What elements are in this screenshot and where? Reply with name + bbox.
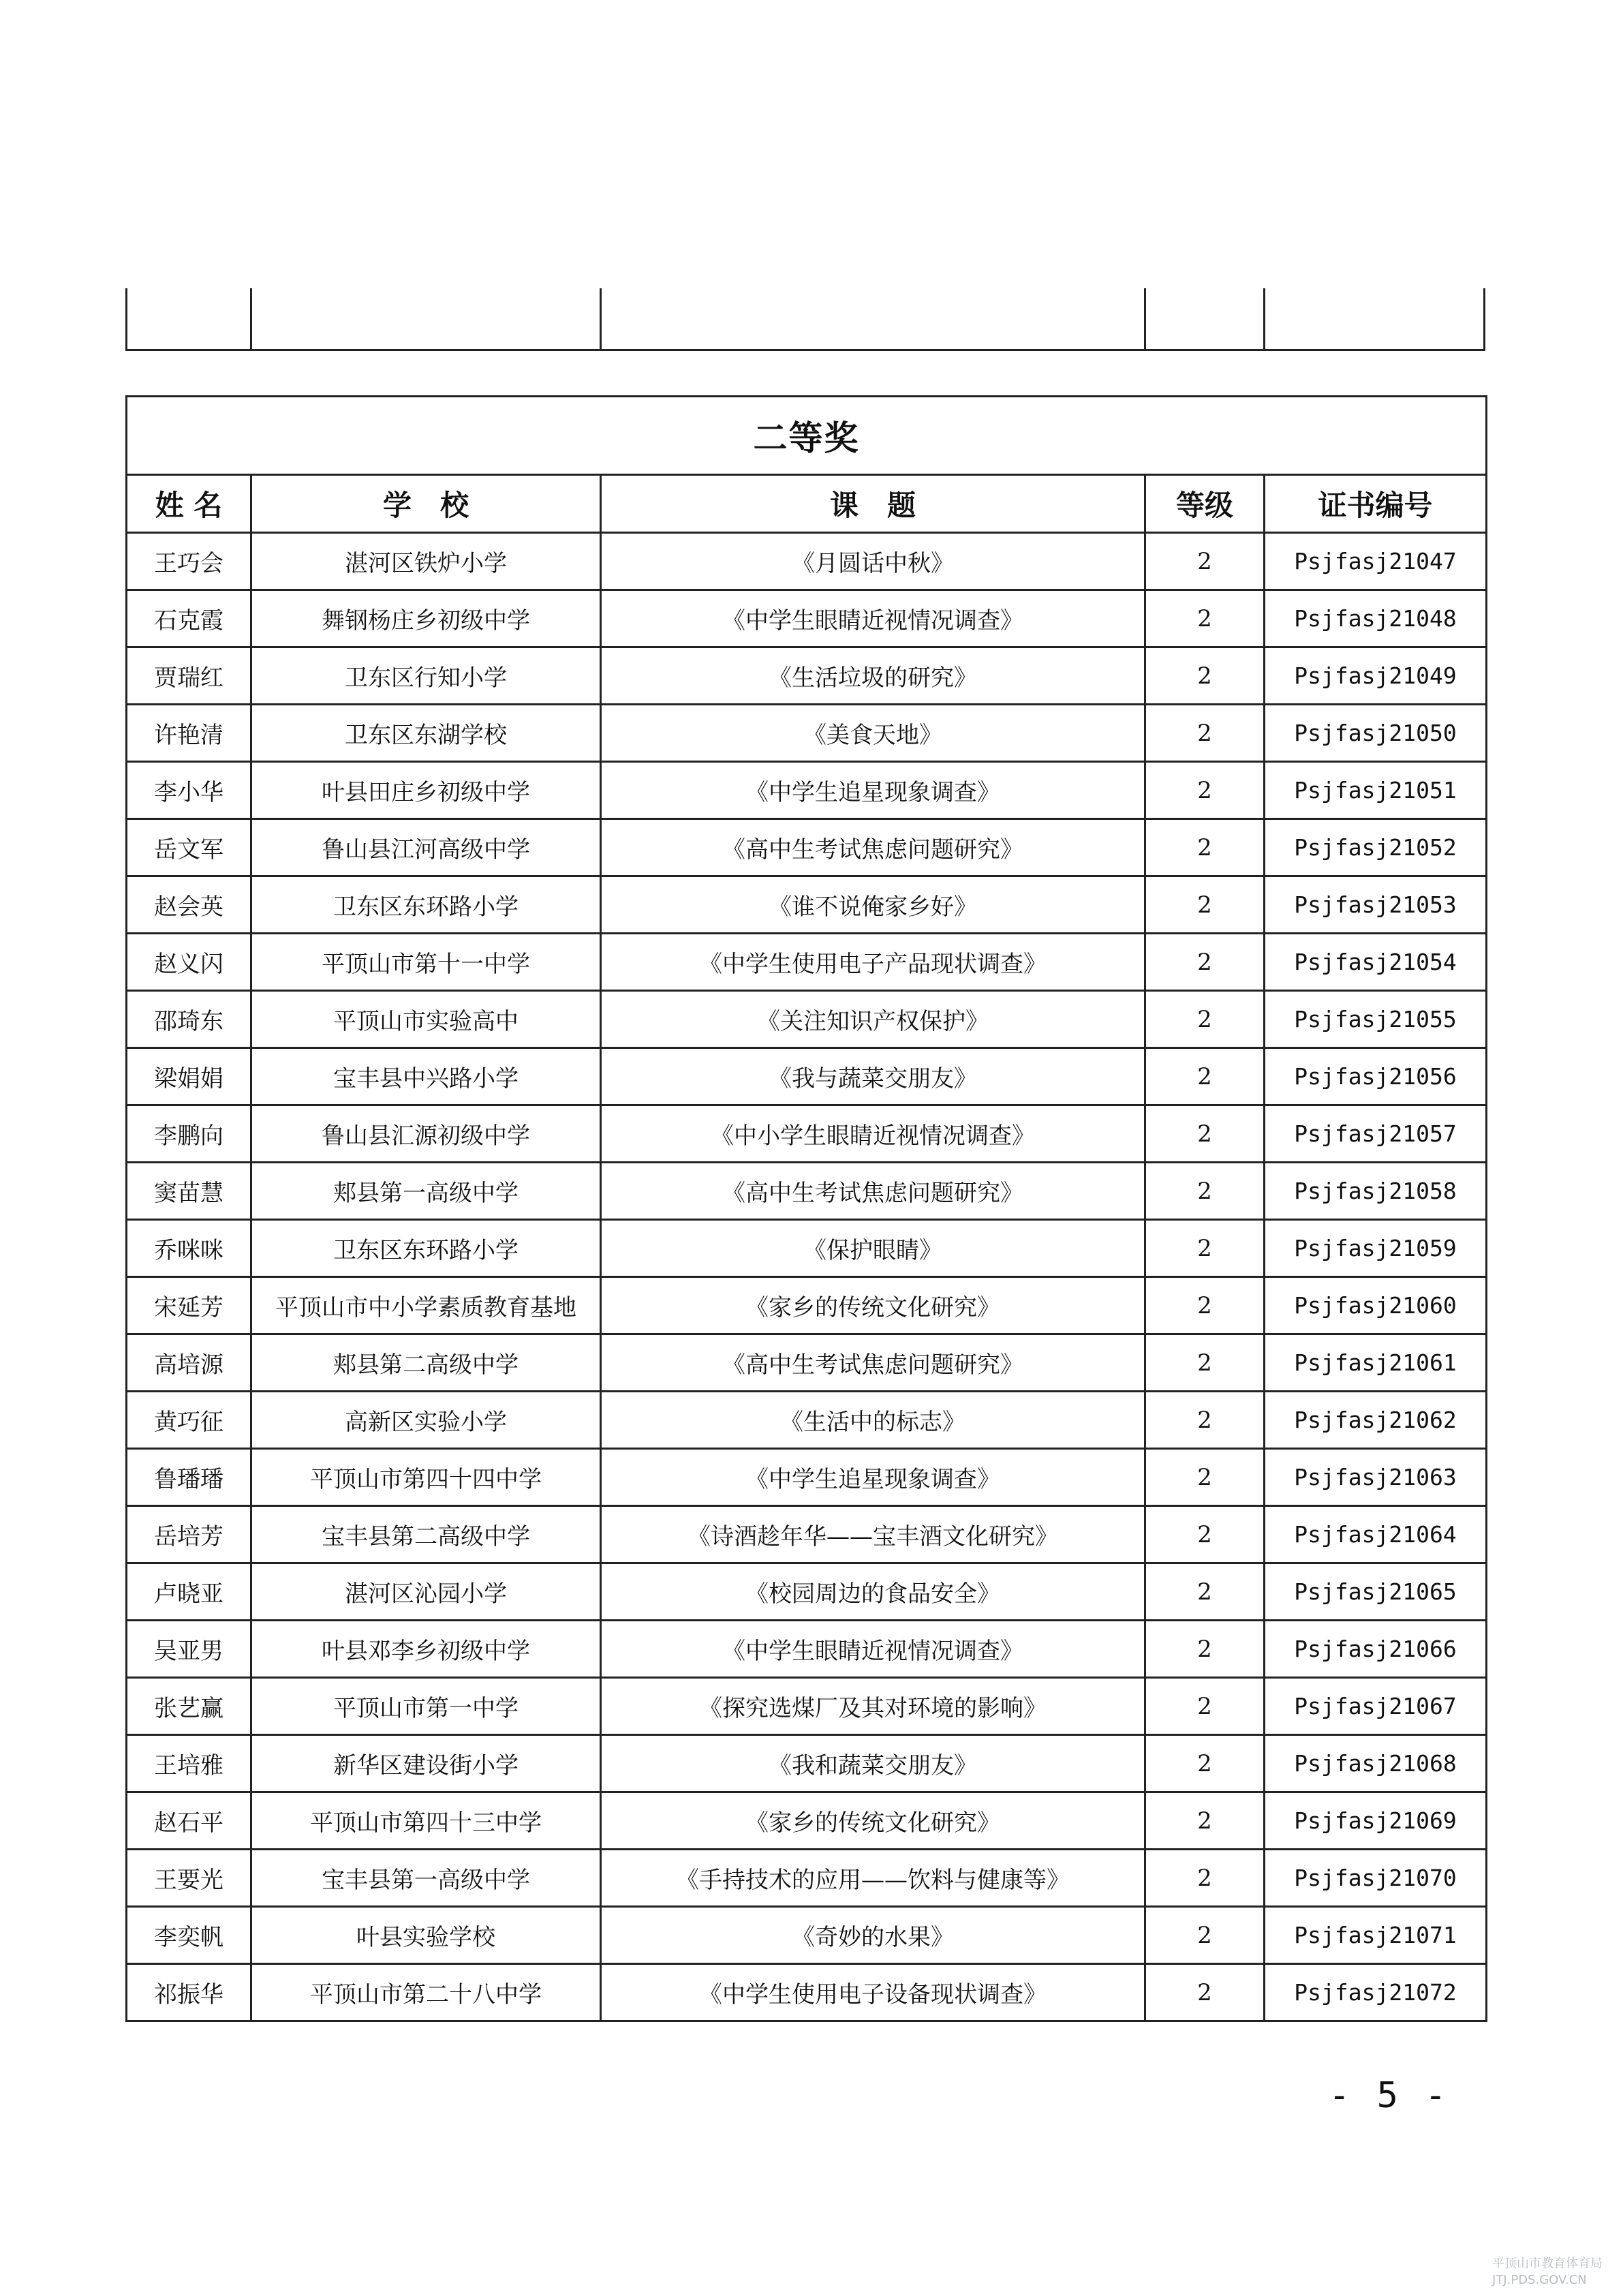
cell-grade: 2 [1145,1334,1265,1392]
cell-school: 宝丰县第一高级中学 [251,1850,601,1907]
table-row [127,1563,1487,1621]
cell-school: 卫东区东环路小学 [251,1220,601,1277]
cell-grade: 2 [1145,1277,1265,1334]
cell-topic: 《我与蔬菜交朋友》 [601,1048,1145,1105]
watermark-url: JTJ.PDS.GOV.CN [1492,2273,1587,2287]
table-row [127,647,1487,705]
table-row [127,705,1487,762]
cell-topic: 《中小学生眼睛近视情况调查》 [601,1105,1145,1163]
cell-topic: 《校园周边的食品安全》 [601,1563,1145,1621]
cell-certificate-number: Psjfasj21065 [1265,1563,1487,1621]
cell-name: 石克霞 [127,590,251,647]
table-row [127,1334,1487,1392]
table-row [127,1506,1487,1563]
cell-name: 乔咪咪 [127,1220,251,1277]
header-name: 姓 名 [127,475,251,533]
cell-name: 窦苗慧 [127,1163,251,1220]
cell-certificate-number: Psjfasj21061 [1265,1334,1487,1392]
cell-certificate-number: Psjfasj21066 [1265,1621,1487,1678]
cell-school: 高新区实验小学 [251,1392,601,1449]
cell-grade: 2 [1145,819,1265,876]
header-certificate-number: 证书编号 [1265,475,1487,533]
cell-certificate-number: Psjfasj21047 [1265,533,1487,590]
table-row [127,819,1487,876]
cell-grade: 2 [1145,1792,1265,1850]
table-row [127,991,1487,1048]
cell-certificate-number: Psjfasj21050 [1265,705,1487,762]
cell-school: 鲁山县江河高级中学 [251,819,601,876]
table-row [127,1048,1487,1105]
cell-grade: 2 [1145,1220,1265,1277]
cell-grade: 2 [1145,1563,1265,1621]
cell-name: 张艺赢 [127,1678,251,1735]
cell-grade: 2 [1145,533,1265,590]
cell-name: 邵琦东 [127,991,251,1048]
cell-certificate-number: Psjfasj21055 [1265,991,1487,1048]
table-row [127,1907,1487,1964]
cell-school: 湛河区铁炉小学 [251,533,601,590]
cell-topic: 《高中生考试焦虑问题研究》 [601,1163,1145,1220]
table-row [127,1735,1487,1792]
cell-topic: 《奇妙的水果》 [601,1907,1145,1964]
cell-name: 李鹏向 [127,1105,251,1163]
cell-school: 平顶山市第四十四中学 [251,1449,601,1506]
cell-certificate-number: Psjfasj21067 [1265,1678,1487,1735]
header-topic: 课 题 [601,475,1145,533]
cell-school: 叶县田庄乡初级中学 [251,762,601,819]
cell-certificate-number: Psjfasj21056 [1265,1048,1487,1105]
cell-certificate-number: Psjfasj21059 [1265,1220,1487,1277]
table-row [127,1277,1487,1334]
cell-name: 高培源 [127,1334,251,1392]
cell-grade: 2 [1145,590,1265,647]
cell-name: 李小华 [127,762,251,819]
cell-grade: 2 [1145,1735,1265,1792]
cell-topic: 《中学生眼睛近视情况调查》 [601,1621,1145,1678]
cell-name: 梁娟娟 [127,1048,251,1105]
cell-school: 平顶山市第十一中学 [251,934,601,991]
award-table [125,395,1487,2022]
cell-school: 卫东区行知小学 [251,647,601,705]
cell-name: 赵会英 [127,876,251,934]
cell-topic: 《家乡的传统文化研究》 [601,1277,1145,1334]
table-row [127,1792,1487,1850]
table-row [127,1220,1487,1277]
award-level-row [127,397,1487,475]
cell-grade: 2 [1145,1163,1265,1220]
cell-school: 宝丰县中兴路小学 [251,1048,601,1105]
cell-name: 赵义闪 [127,934,251,991]
award-level-title: 二等奖 [127,397,1487,475]
cell-certificate-number: Psjfasj21048 [1265,590,1487,647]
cell-school: 新华区建设街小学 [251,1735,601,1792]
watermark-text: 平顶山市教育体育局 [1492,2256,1603,2271]
cell-grade: 2 [1145,1907,1265,1964]
cell-name: 鲁璠璠 [127,1449,251,1506]
cell-certificate-number: Psjfasj21060 [1265,1277,1487,1334]
table-row [127,1621,1487,1678]
table-column-divider [1263,288,1265,349]
table-row [127,1163,1487,1220]
cell-name: 王巧会 [127,533,251,590]
cell-topic: 《中学生使用电子设备现状调查》 [601,1964,1145,2021]
cell-grade: 2 [1145,991,1265,1048]
cell-grade: 2 [1145,876,1265,934]
cell-grade: 2 [1145,1048,1265,1105]
cell-certificate-number: Psjfasj21054 [1265,934,1487,991]
cell-topic: 《我和蔬菜交朋友》 [601,1735,1145,1792]
cell-name: 许艳清 [127,705,251,762]
cell-school: 叶县邓李乡初级中学 [251,1621,601,1678]
cell-grade: 2 [1145,934,1265,991]
cell-certificate-number: Psjfasj21064 [1265,1506,1487,1563]
page-number: - 5 - [1329,2075,1449,2116]
cell-topic: 《谁不说俺家乡好》 [601,876,1145,934]
cell-grade: 2 [1145,1621,1265,1678]
cell-certificate-number: Psjfasj21063 [1265,1449,1487,1506]
cell-topic: 《关注知识产权保护》 [601,991,1145,1048]
header-school: 学 校 [251,475,601,533]
table-column-divider [250,288,252,349]
table-row [127,934,1487,991]
cell-certificate-number: Psjfasj21057 [1265,1105,1487,1163]
cell-school: 卫东区东湖学校 [251,705,601,762]
table-row [127,876,1487,934]
cell-certificate-number: Psjfasj21049 [1265,647,1487,705]
table-row [127,590,1487,647]
cell-topic: 《高中生考试焦虑问题研究》 [601,819,1145,876]
cell-school: 平顶山市中小学素质教育基地 [251,1277,601,1334]
cell-certificate-number: Psjfasj21052 [1265,819,1487,876]
cell-grade: 2 [1145,647,1265,705]
cell-topic: 《探究选煤厂及其对环境的影响》 [601,1678,1145,1735]
cell-name: 宋延芳 [127,1277,251,1334]
cell-grade: 2 [1145,1964,1265,2021]
cell-topic: 《生活中的标志》 [601,1392,1145,1449]
cell-name: 岳培芳 [127,1506,251,1563]
table-column-divider [600,288,602,349]
cell-topic: 《高中生考试焦虑问题研究》 [601,1334,1145,1392]
cell-school: 郏县第二高级中学 [251,1334,601,1392]
cell-school: 平顶山市实验高中 [251,991,601,1048]
cell-certificate-number: Psjfasj21070 [1265,1850,1487,1907]
cell-name: 贾瑞红 [127,647,251,705]
table-row [127,1850,1487,1907]
table-row [127,762,1487,819]
cell-topic: 《生活垃圾的研究》 [601,647,1145,705]
cell-topic: 《家乡的传统文化研究》 [601,1792,1145,1850]
cell-name: 吴亚男 [127,1621,251,1678]
table-row [127,533,1487,590]
cell-grade: 2 [1145,705,1265,762]
table-header-row [127,475,1487,533]
cell-topic: 《月圆话中秋》 [601,533,1145,590]
cell-certificate-number: Psjfasj21053 [1265,876,1487,934]
cell-school: 鲁山县汇源初级中学 [251,1105,601,1163]
cell-name: 李奕帆 [127,1907,251,1964]
cell-name: 岳文军 [127,819,251,876]
cell-topic: 《保护眼睛》 [601,1220,1145,1277]
cell-name: 王要光 [127,1850,251,1907]
cell-school: 平顶山市第四十三中学 [251,1792,601,1850]
cell-name: 王培雅 [127,1735,251,1792]
cell-certificate-number: Psjfasj21051 [1265,762,1487,819]
cell-name: 祁振华 [127,1964,251,2021]
cell-grade: 2 [1145,762,1265,819]
cell-topic: 《诗酒趁年华——宝丰酒文化研究》 [601,1506,1145,1563]
cell-school: 郏县第一高级中学 [251,1163,601,1220]
cell-certificate-number: Psjfasj21071 [1265,1907,1487,1964]
site-watermark [1492,2256,1603,2289]
previous-table-fragment [125,288,1485,351]
table-column-divider [1144,288,1146,349]
cell-school: 平顶山市第一中学 [251,1678,601,1735]
cell-certificate-number: Psjfasj21068 [1265,1735,1487,1792]
cell-name: 赵石平 [127,1792,251,1850]
cell-topic: 《中学生追星现象调查》 [601,1449,1145,1506]
cell-name: 黄巧征 [127,1392,251,1449]
cell-grade: 2 [1145,1105,1265,1163]
cell-topic: 《中学生眼睛近视情况调查》 [601,590,1145,647]
cell-school: 舞钢杨庄乡初级中学 [251,590,601,647]
cell-grade: 2 [1145,1678,1265,1735]
cell-topic: 《美食天地》 [601,705,1145,762]
table-row [127,1392,1487,1449]
cell-certificate-number: Psjfasj21069 [1265,1792,1487,1850]
cell-school: 湛河区沁园小学 [251,1563,601,1621]
cell-grade: 2 [1145,1506,1265,1563]
cell-topic: 《中学生追星现象调查》 [601,762,1145,819]
cell-certificate-number: Psjfasj21058 [1265,1163,1487,1220]
cell-grade: 2 [1145,1392,1265,1449]
cell-grade: 2 [1145,1449,1265,1506]
cell-school: 叶县实验学校 [251,1907,601,1964]
cell-school: 宝丰县第二高级中学 [251,1506,601,1563]
cell-certificate-number: Psjfasj21062 [1265,1392,1487,1449]
table-row [127,1449,1487,1506]
cell-school: 平顶山市第二十八中学 [251,1964,601,2021]
table-row [127,1964,1487,2021]
cell-certificate-number: Psjfasj21072 [1265,1964,1487,2021]
cell-topic: 《中学生使用电子产品现状调查》 [601,934,1145,991]
table-row [127,1678,1487,1735]
cell-name: 卢晓亚 [127,1563,251,1621]
header-grade: 等级 [1145,475,1265,533]
table-row [127,1105,1487,1163]
cell-topic: 《手持技术的应用——饮料与健康等》 [601,1850,1145,1907]
cell-school: 卫东区东环路小学 [251,876,601,934]
cell-grade: 2 [1145,1850,1265,1907]
